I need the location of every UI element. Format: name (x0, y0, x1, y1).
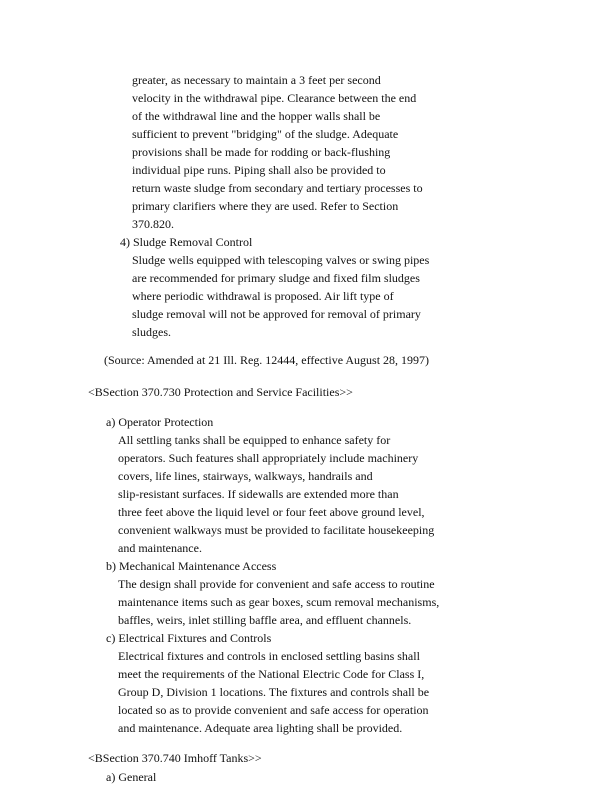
body-text-line: where periodic withdrawal is proposed. Air lift type of (132, 289, 394, 303)
body-text-line: of the withdrawal line and the hopper walls shall be (132, 109, 381, 123)
item-a-heading: a) Operator Protection (106, 415, 214, 429)
body-text-line: individual pipe runs. Piping shall also be provided to (132, 163, 386, 177)
source-note: (Source: Amended at 21 Ill. Reg. 12444, effective August 28, 1997) (104, 353, 430, 367)
body-text-line: and maintenance. Adequate area lighting shall be provided. (118, 721, 403, 735)
body-text-line: convenient walkways must be provided to facilitate housekeeping (118, 523, 435, 537)
body-text-line: The design shall provide for convenient and safe access to routine (118, 577, 435, 591)
body-text-line: velocity in the withdrawal pipe. Clearance between the end (132, 91, 417, 105)
item-4-heading: 4) Sludge Removal Control (120, 235, 253, 249)
body-text-line: primary clarifiers where they are used. Refer to Section (132, 199, 399, 213)
body-text-line: baffles, weirs, inlet stilling baffle area, and effluent channels. (118, 613, 412, 627)
section-730-heading: <BSection 370.730 Protection and Service Facilities>> (88, 385, 353, 399)
body-text-line: meet the requirements of the National Electric Code for Class I, (118, 667, 425, 681)
body-text-line: sludge removal will not be approved for removal of primary (132, 307, 421, 321)
body-text-line: and maintenance. (118, 541, 202, 555)
item-c-heading: c) Electrical Fixtures and Controls (106, 631, 272, 645)
body-text-line: maintenance items such as gear boxes, scum removal mechanisms, (118, 595, 440, 609)
body-text-line: All settling tanks shall be equipped to enhance safety for (118, 433, 391, 447)
item-a-heading: a) General (106, 770, 157, 784)
body-text-line: covers, life lines, stairways, walkways, handrails and (118, 469, 373, 483)
body-text-line: sufficient to prevent "bridging" of the sludge. Adequate (132, 127, 399, 141)
body-text-line: Electrical fixtures and controls in enclosed settling basins shall (118, 649, 420, 663)
body-text-line: located so as to provide convenient and safe access for operation (118, 703, 429, 717)
body-text-line: slip-resistant surfaces. If sidewalls are extended more than (118, 487, 399, 501)
body-text-line: three feet above the liquid level or four feet above ground level, (118, 505, 425, 519)
body-text-line: Sludge wells equipped with telescoping valves or swing pipes (132, 253, 430, 267)
body-text-line: operators. Such features shall appropriately include machinery (118, 451, 419, 465)
body-text-line: 370.820. (132, 217, 174, 231)
body-text-line: greater, as necessary to maintain a 3 feet per second (132, 73, 381, 87)
body-text-line: sludges. (132, 325, 171, 339)
body-text-line: Group D, Division 1 locations. The fixtures and controls shall be (118, 685, 430, 699)
body-text-line: are recommended for primary sludge and fixed film sludges (132, 271, 420, 285)
section-740-heading: <BSection 370.740 Imhoff Tanks>> (88, 751, 262, 765)
body-text-line: return waste sludge from secondary and tertiary processes to (132, 181, 423, 195)
item-b-heading: b) Mechanical Maintenance Access (106, 559, 277, 573)
body-text-line: provisions shall be made for rodding or back-flushing (132, 145, 391, 159)
